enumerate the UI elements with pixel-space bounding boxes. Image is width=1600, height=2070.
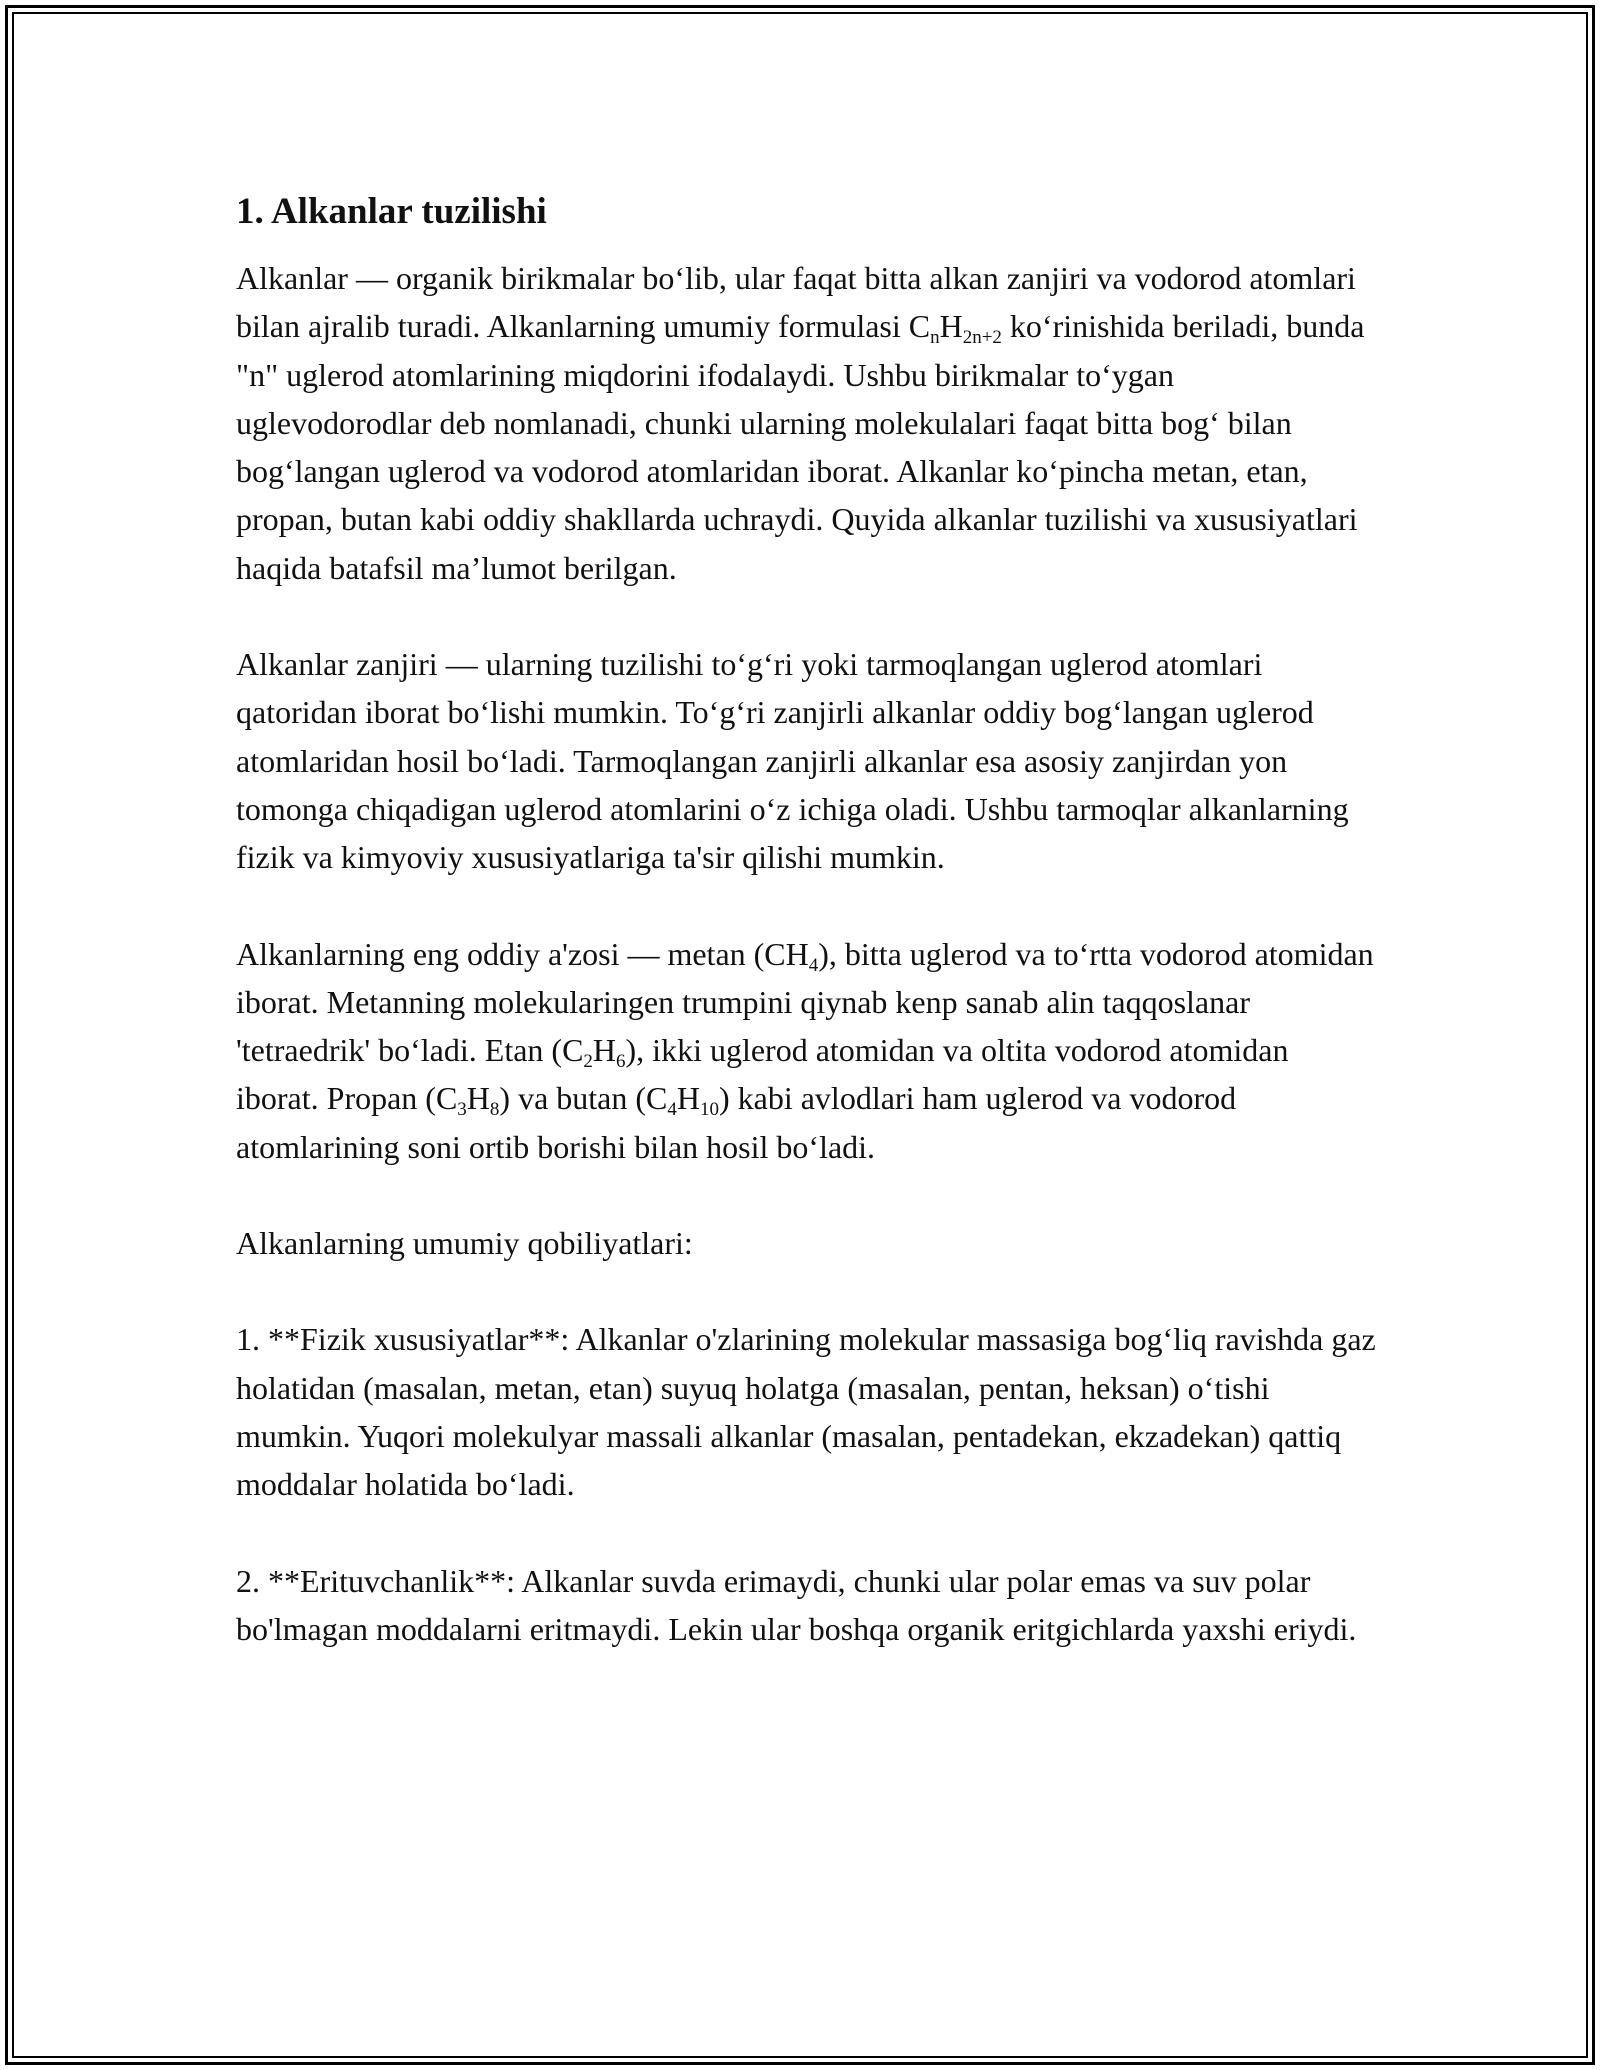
- formula-n-subscript: n: [930, 327, 940, 349]
- formula-h: H: [939, 308, 963, 345]
- document-body: [236, 186, 1376, 1701]
- methane-text-h: ) kabi avlodlari ham uglerod va vodorod atomlarining soni ortib borishi bilan hosil bo‘ladi.: [236, 1080, 1237, 1165]
- c4-subscript: 4: [667, 1099, 677, 1121]
- methane-text-b: ), bitta uglerod va to‘rtta vodorod atomidan iborat. Metanning molekularingen trumpini qiynab kenp sanab alin taqqoslanar 'tetraedrik' bo‘ladi. Etan (C: [236, 935, 1374, 1069]
- ch4-subscript: 4: [808, 954, 819, 976]
- paragraph-chain: Alkanlar zanjiri — ularning tuzilishi to‘g‘ri yoki tarmoqlangan uglerod atomlari qatoridan iborat bo‘lishi mumkin. To‘g‘ri zanjirli alkanlar oddiy bog‘langan uglerod atomlaridan hosil bo‘ladi. Tarmoqlangan zanjirli alkanlar esa asosiy zanjirdan yon tomonga chiqadigan uglerod atomlarini o‘z ichiga oladi. Ushbu tarmoqlar alkanlarning fizik va kimyoviy xususiyatlariga ta'sir qilishi mumkin.: [236, 646, 1349, 876]
- paragraph-abilities-heading: Alkanlarning umumiy qobiliyatlari:: [236, 1225, 693, 1262]
- h10-subscript: 10: [699, 1099, 719, 1121]
- list-item-physical-properties: 1. **Fizik xususiyatlar**: Alkanlar o'zlarining molekular massasiga bog‘liq ravishda gaz holatidan (masalan, metan, etan) suyuq holatga (masalan, pentan, heksan) o‘tishi mumkin. Yuqori molekulyar massali alkanlar (masalan, pentadekan, ekzadekan) qattiq moddalar holatida bo‘ladi.: [236, 1321, 1376, 1503]
- h6-subscript: 6: [616, 1051, 626, 1073]
- methane-text-a: Alkanlarning eng oddiy a'zosi — metan (CH: [236, 935, 809, 972]
- formula-c: C: [908, 308, 931, 345]
- intro-text-b: ko‘rinishida beriladi, bunda "n" uglerod atomlarining miqdorini ifodalaydi. Ushbu birikmalar to‘ygan uglevodorodlar deb nomlanadi, chunki ularning molekulalari faqat bitta bog‘ bilan bog‘langan uglerod va vodorod atomlaridan iborat. Alkanlar ko‘pincha metan, etan, propan, butan kabi oddiy shakllarda uchraydi. Quyida alkanlar tuzilishi va xususiyatlari haqida batafsil ma’lumot berilgan.: [236, 308, 1365, 586]
- propane-h: H: [466, 1080, 490, 1117]
- methane-text-f: ) va butan (C: [499, 1080, 668, 1117]
- paragraph-methane: [236, 930, 1376, 1171]
- methane-text-d: ), ikki uglerod atomidan va oltita vodorod atomidan iborat. Propan (C: [236, 1032, 1289, 1117]
- c2-subscript: 2: [583, 1051, 593, 1073]
- formula-2n2-subscript: 2n+2: [962, 327, 1002, 349]
- list-item-solubility: 2. **Erituvchanlik**: Alkanlar suvda erimaydi, chunki ular polar emas va suv polar bo'lmagan moddalarni eritmaydi. Lekin ular boshqa organik eritgichlarda yaxshi eriydi.: [236, 1562, 1357, 1647]
- h8-subscript: 8: [489, 1099, 500, 1121]
- intro-text-a: Alkanlar — organik birikmalar bo‘lib, ular faqat bitta alkan zanjiri va vodorod atomlari bilan ajralib turadi. Alkanlarning umumiy formulasi: [236, 260, 1356, 345]
- paragraph-intro: [236, 254, 1376, 592]
- butane-h: H: [676, 1080, 700, 1117]
- c3-subscript: 3: [457, 1099, 467, 1121]
- ethane-h: H: [592, 1032, 617, 1069]
- section-heading: 1. Alkanlar tuzilishi: [236, 191, 547, 232]
